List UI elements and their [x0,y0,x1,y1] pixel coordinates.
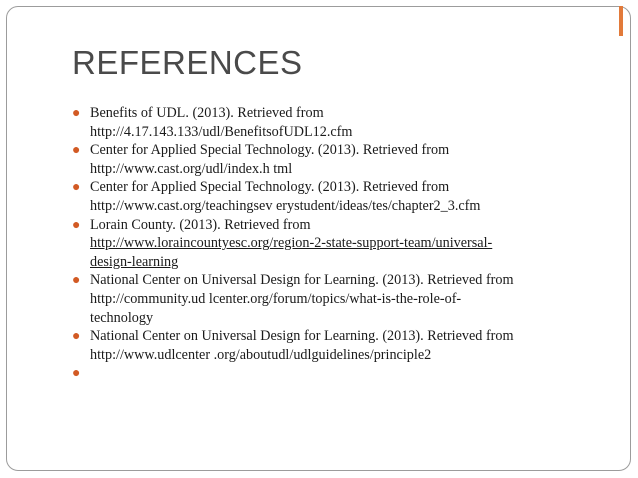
reference-text: National Center on Universal Design for Learning. (2013). Retrieved from [90,328,514,345]
reference-text: Benefits of UDL. (2013). Retrieved from [90,105,324,121]
reference-text: Center for Applied Special Technology. (2013). Retrieved from [90,142,450,159]
reference-item [72,178,592,215]
reference-item [72,104,592,141]
reference-text: National Center on Universal Design for Learning. (2013). Retrieved from [90,272,514,289]
reference-item [72,271,592,327]
reference-link-continued[interactable]: design-learning [90,253,179,270]
bullet-icon: ● [72,329,81,345]
accent-bar [619,6,623,36]
bullet-icon: ● [72,106,81,121]
reference-url-continued: technology [90,309,154,326]
reference-list [72,104,592,384]
bullet-icon: ● [72,143,81,159]
reference-item [72,327,592,364]
bullet-icon: ● [72,217,81,233]
reference-url: http://community.ud lcenter.org/forum/topics/what-is-the-role-of- [90,290,462,307]
reference-url: http://www.udlcenter .org/aboutudl/udlguidelines/principle2 [90,346,432,363]
reference-text: Lorain County. (2013). Retrieved from [90,216,311,233]
bullet-icon: ● [72,366,81,382]
reference-item [72,216,592,272]
reference-item [72,141,592,178]
reference-url: http://www.cast.org/teachingsev erystudent/ideas/tes/chapter2_3.cfm [90,197,481,214]
reference-url: http://www.cast.org/udl/index.h tml [90,160,293,177]
bullet-icon: ● [72,180,81,196]
bullet-icon: ● [72,273,81,289]
slide-title: REFERENCES [72,44,303,81]
reference-link[interactable]: http://www.loraincountyesc.org/region-2-state-support-team/universal- [90,235,493,252]
reference-text: Center for Applied Special Technology. (2013). Retrieved from [90,179,450,196]
reference-url: http://4.17.143.133/udl/BenefitsofUDL12.cfm [90,123,353,140]
empty-bullet-item [72,364,592,384]
